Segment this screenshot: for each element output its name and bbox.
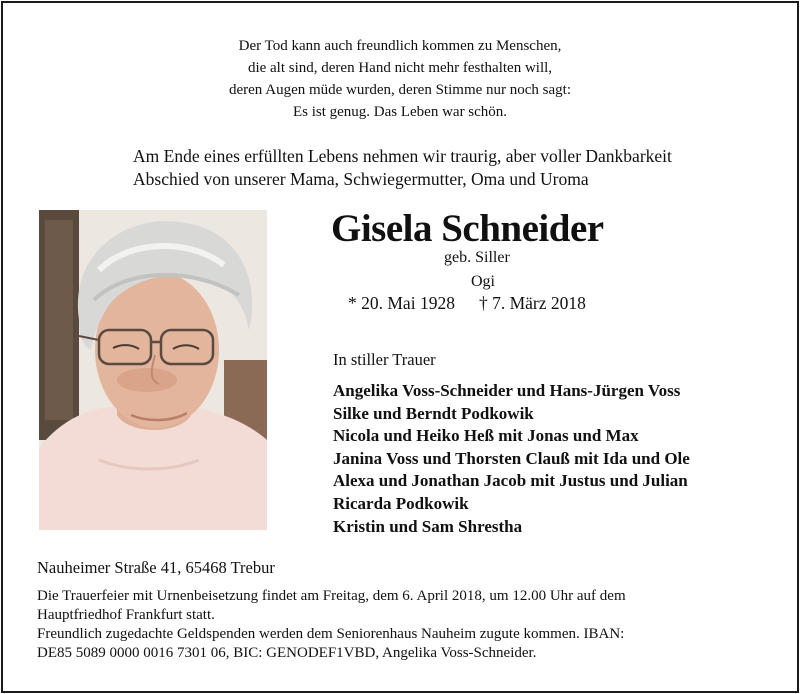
death-date: † 7. März 2018 [478,293,586,313]
mourner-line: Alexa und Jonathan Jacob mit Justus und Julian [333,471,688,491]
mourner-line: Ricarda Podkowik [333,493,469,513]
poem-line: die alt sind, deren Hand nicht mehr festhalten will, [247,60,553,76]
portrait-photo [39,210,267,530]
intro-line: Am Ende eines erfüllten Lebens nehmen wir traurig, aber voller Dankbarkeit [133,146,672,166]
info-line: DE85 5089 0000 0016 7301 06, BIC: GENODEF1VBD, Angelika Voss-Schneider. [37,645,537,661]
mourner-line: Kristin und Sam Shrestha [333,516,523,536]
intro-line: Abschied von unserer Mama, Schwiegermutter, Oma und Uroma [133,169,589,189]
poem-line: Es ist genug. Das Leben war schön. [292,104,508,120]
info-line: Hauptfriedhof Frankfurt statt. [37,607,215,623]
funeral-info [37,587,777,663]
birth-name: geb. Siller [444,249,510,266]
mourners-list [333,380,690,538]
mourner-line: Janina Voss und Thorsten Clauß mit Ida und Ole [333,448,690,468]
mourner-line: Angelika Voss-Schneider und Hans-Jürgen Voss [333,381,681,400]
birth-date: * 20. Mai 1928 [348,293,455,313]
address: Nauheimer Straße 41, 65468 Trebur [37,558,275,577]
nickname: Ogi [471,273,495,290]
mourner-line: Nicola und Heiko Heß mit Jonas und Max [333,426,639,446]
intro-text [133,145,783,191]
obituary-notice [1,1,799,693]
portrait-image [39,210,267,530]
poem-line: deren Augen müde wurden, deren Stimme nur noch sagt: [229,82,571,98]
poem-line: Der Tod kann auch freundlich kommen zu Menschen, [238,38,562,54]
mourner-line: Silke und Berndt Podkowik [333,403,534,423]
mourning-label: In stiller Trauer [333,350,436,369]
life-dates [348,292,586,314]
info-line: Die Trauerfeier mit Urnenbeisetzung findet am Freitag, dem 6. April 2018, um 12.00 Uhr auf dem [37,588,626,604]
poem [3,35,797,123]
info-line: Freundlich zugedachte Geldspenden werden dem Seniorenhaus Nauheim zugute kommen. IBAN: [37,626,625,642]
deceased-name: Gisela Schneider [331,207,604,250]
